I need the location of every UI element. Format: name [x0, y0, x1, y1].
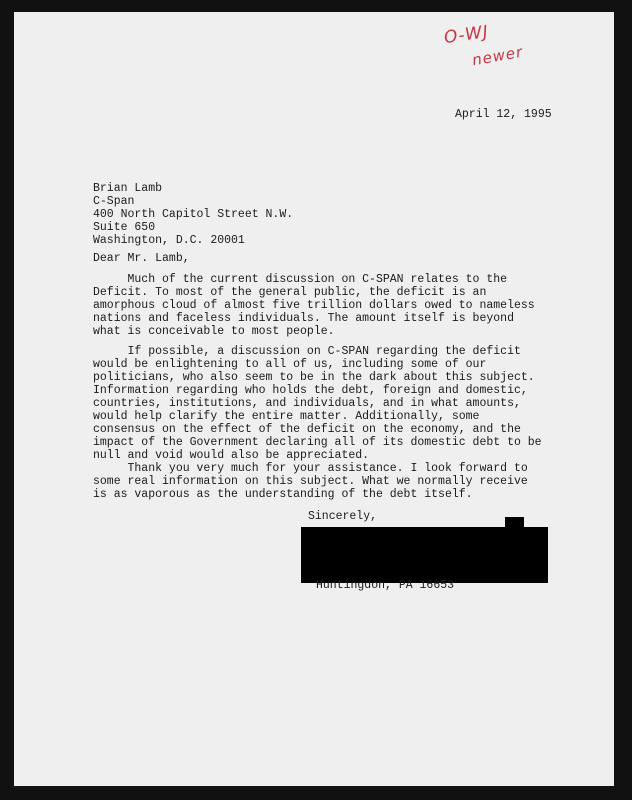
paragraph-line: Information regarding who holds the debt, foreign and domestic,: [93, 384, 528, 397]
paragraph-line: nations and faceless individuals. The amount itself is beyond: [93, 312, 514, 325]
paragraph-line: Much of the current discussion on C-SPAN relates to the: [93, 273, 508, 286]
body-paragraph-3: [93, 462, 573, 501]
paragraph-line: politicians, who also seem to be in the dark about this subject.: [93, 371, 535, 384]
paragraph-line: some real information on this subject. What we normally receive: [93, 475, 528, 488]
sender-city: Huntingdon, PA 16653: [316, 579, 455, 592]
recipient-suite: Suite 650: [93, 221, 156, 234]
recipient-street: 400 North Capitol Street N.W.: [93, 208, 294, 221]
paragraph-line: would be enlightening to all of us, including some of our: [93, 358, 487, 371]
letter-date: April 12, 1995: [455, 108, 552, 121]
paragraph-line: amorphous cloud of almost five trillion dollars owed to nameless: [93, 299, 535, 312]
recipient-address: [93, 182, 293, 247]
paragraph-line: what is conceivable to most people.: [93, 325, 335, 338]
recipient-organization: C-Span: [93, 195, 135, 208]
paragraph-line: countries, institutions, and individuals, and in what amounts,: [93, 397, 521, 410]
paragraph-line: null and void would also be appreciated.: [93, 449, 370, 462]
paragraph-line: If possible, a discussion on C-SPAN regarding the deficit: [93, 345, 521, 358]
closing: Sincerely,: [308, 510, 378, 523]
body-paragraph-2: [93, 345, 573, 462]
redaction-block: [301, 527, 548, 583]
salutation: Dear Mr. Lamb,: [93, 252, 190, 265]
paragraph-line: is as vaporous as the understanding of the debt itself.: [93, 488, 473, 501]
handwritten-annotation-line2: newer: [470, 42, 525, 70]
paragraph-line: consensus on the effect of the deficit on the economy, and the: [93, 423, 521, 436]
paragraph-line: impact of the Government declaring all of its domestic debt to be: [93, 436, 542, 449]
paragraph-line: Thank you very much for your assistance. I look forward to: [93, 462, 528, 475]
paragraph-line: would help clarify the entire matter. Additionally, some: [93, 410, 480, 423]
recipient-name: Brian Lamb: [93, 182, 163, 195]
body-paragraph-1: [93, 273, 573, 338]
letter-page: [14, 12, 614, 786]
recipient-city: Washington, D.C. 20001: [93, 234, 245, 247]
handwritten-annotation-line1: O-WJ: [442, 21, 491, 49]
paragraph-line: Deficit. To most of the general public, the deficit is an: [93, 286, 487, 299]
